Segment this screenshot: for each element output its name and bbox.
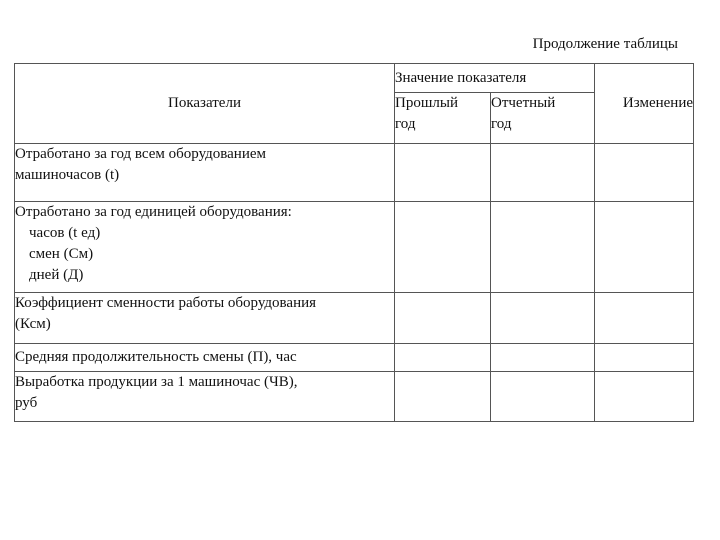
row-label-line: руб [15, 395, 38, 411]
header-previous-year-line1: Прошлый [395, 95, 458, 111]
row-label-worked-all-equipment [15, 144, 395, 202]
row-label-line: смен (См) [29, 246, 94, 262]
header-previous-year-line2: год [395, 116, 416, 132]
cell-report-year [491, 144, 595, 202]
header-report-year [491, 93, 595, 144]
table-continuation-caption: Продолжение таблицы [532, 36, 678, 52]
row-label-line: Средняя продолжительность смены (П), час [15, 349, 297, 365]
cell-report-year [491, 372, 595, 422]
cell-change [595, 144, 694, 202]
header-report-year-line1: Отчетный [491, 95, 556, 111]
row-label-line: дней (Д) [29, 267, 84, 283]
row-label-line: (Ксм) [15, 316, 51, 332]
header-previous-year [395, 93, 491, 144]
row-label-line: Отработано за год единицей оборудования: [15, 204, 292, 220]
header-change: Изменение [595, 64, 694, 144]
table-row [15, 344, 694, 372]
indicators-table [14, 63, 694, 422]
cell-previous-year [395, 344, 491, 372]
row-label-line: часов (t ед) [29, 225, 101, 241]
table-row [15, 144, 694, 202]
cell-change [595, 293, 694, 344]
cell-change [595, 372, 694, 422]
cell-report-year [491, 202, 595, 293]
cell-previous-year [395, 202, 491, 293]
cell-change [595, 202, 694, 293]
row-label-output-per-machine-hour [15, 372, 395, 422]
row-label-shift-coefficient [15, 293, 395, 344]
table-row [15, 293, 694, 344]
cell-report-year [491, 293, 595, 344]
table-row [15, 202, 694, 293]
cell-previous-year [395, 144, 491, 202]
row-label-shift-duration [15, 344, 395, 372]
table-row [15, 372, 694, 422]
row-label-line: Коэффициент сменности работы оборудования [15, 295, 317, 311]
row-label-worked-per-unit [15, 202, 395, 293]
row-label-line: машиночасов (t) [15, 167, 120, 183]
header-indicator-value: Значение показателя [395, 64, 595, 93]
cell-previous-year [395, 372, 491, 422]
header-report-year-line2: год [491, 116, 512, 132]
cell-report-year [491, 344, 595, 372]
row-label-line: Отработано за год всем оборудованием [15, 146, 267, 162]
header-indicators: Показатели [15, 64, 395, 144]
cell-previous-year [395, 293, 491, 344]
cell-change [595, 344, 694, 372]
row-label-line: Выработка продукции за 1 машиночас (ЧВ), [15, 374, 298, 390]
